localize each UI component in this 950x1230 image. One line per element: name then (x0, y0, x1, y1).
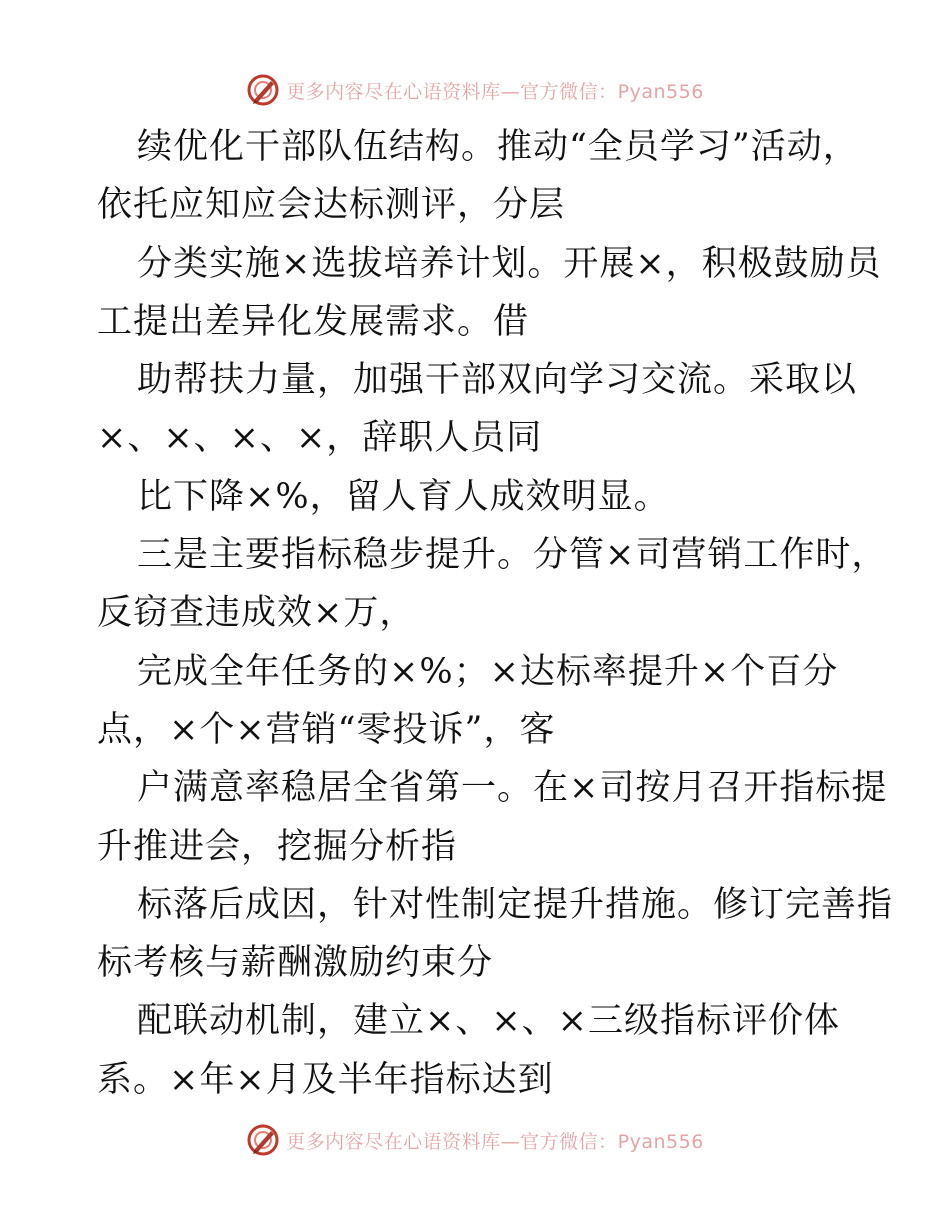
footer-watermark (0, 1120, 950, 1160)
paragraph-line: 点，×个×营销“零投诉”，客 (97, 709, 556, 750)
paragraph-line: ×、×、×、×，辞职人员同 (97, 418, 543, 459)
paragraph-line: 完成全年任务的×%；×达标率提升×个百分 (137, 651, 839, 692)
header-watermark (0, 70, 950, 110)
paragraph-line: 助帮扶力量，加强干部双向学习交流。采取以 (137, 360, 858, 401)
paragraph-line: 依托应知应会达标测评，分层 (97, 185, 566, 226)
paragraph-line: 续优化干部队伍结构。推动“全员学习”活动， (137, 127, 859, 167)
paragraph-line: 比下降×%，留人育人成效明显。 (137, 476, 670, 517)
pen-logo-icon (246, 73, 280, 107)
paragraph-line: 升推进会，挖掘分析指 (97, 826, 458, 867)
paragraph-line: 标落后成因，针对性制定提升措施。修订完善指 (137, 884, 894, 925)
paragraph-line: 反窃查违成效×万， (97, 593, 416, 634)
watermark-text: 更多内容尽在心语资料库—官方微信：Pyan556 (286, 80, 704, 103)
paragraph-line: 户满意率稳居全省第一。在×司按月召开指标提 (137, 768, 888, 809)
paragraph-line: 系。×年×月及半年指标达到 (97, 1059, 554, 1100)
paragraph-line: 分类实施×选拔培养计划。开展×，积极鼓励员 (137, 243, 882, 284)
paragraph-line: 标考核与薪酬激励约束分 (97, 943, 494, 984)
paragraph-line: 三是主要指标稳步提升。分管×司营销工作时， (137, 535, 888, 576)
pen-logo-icon (246, 1123, 280, 1157)
watermark-text: 更多内容尽在心语资料库—官方微信：Pyan556 (286, 1130, 704, 1153)
paragraph-line: 工提出差异化发展需求。借 (97, 301, 530, 342)
document-body (97, 118, 894, 1109)
paragraph-line: 配联动机制，建立×、×、×三级指标评价体 (137, 1001, 840, 1042)
